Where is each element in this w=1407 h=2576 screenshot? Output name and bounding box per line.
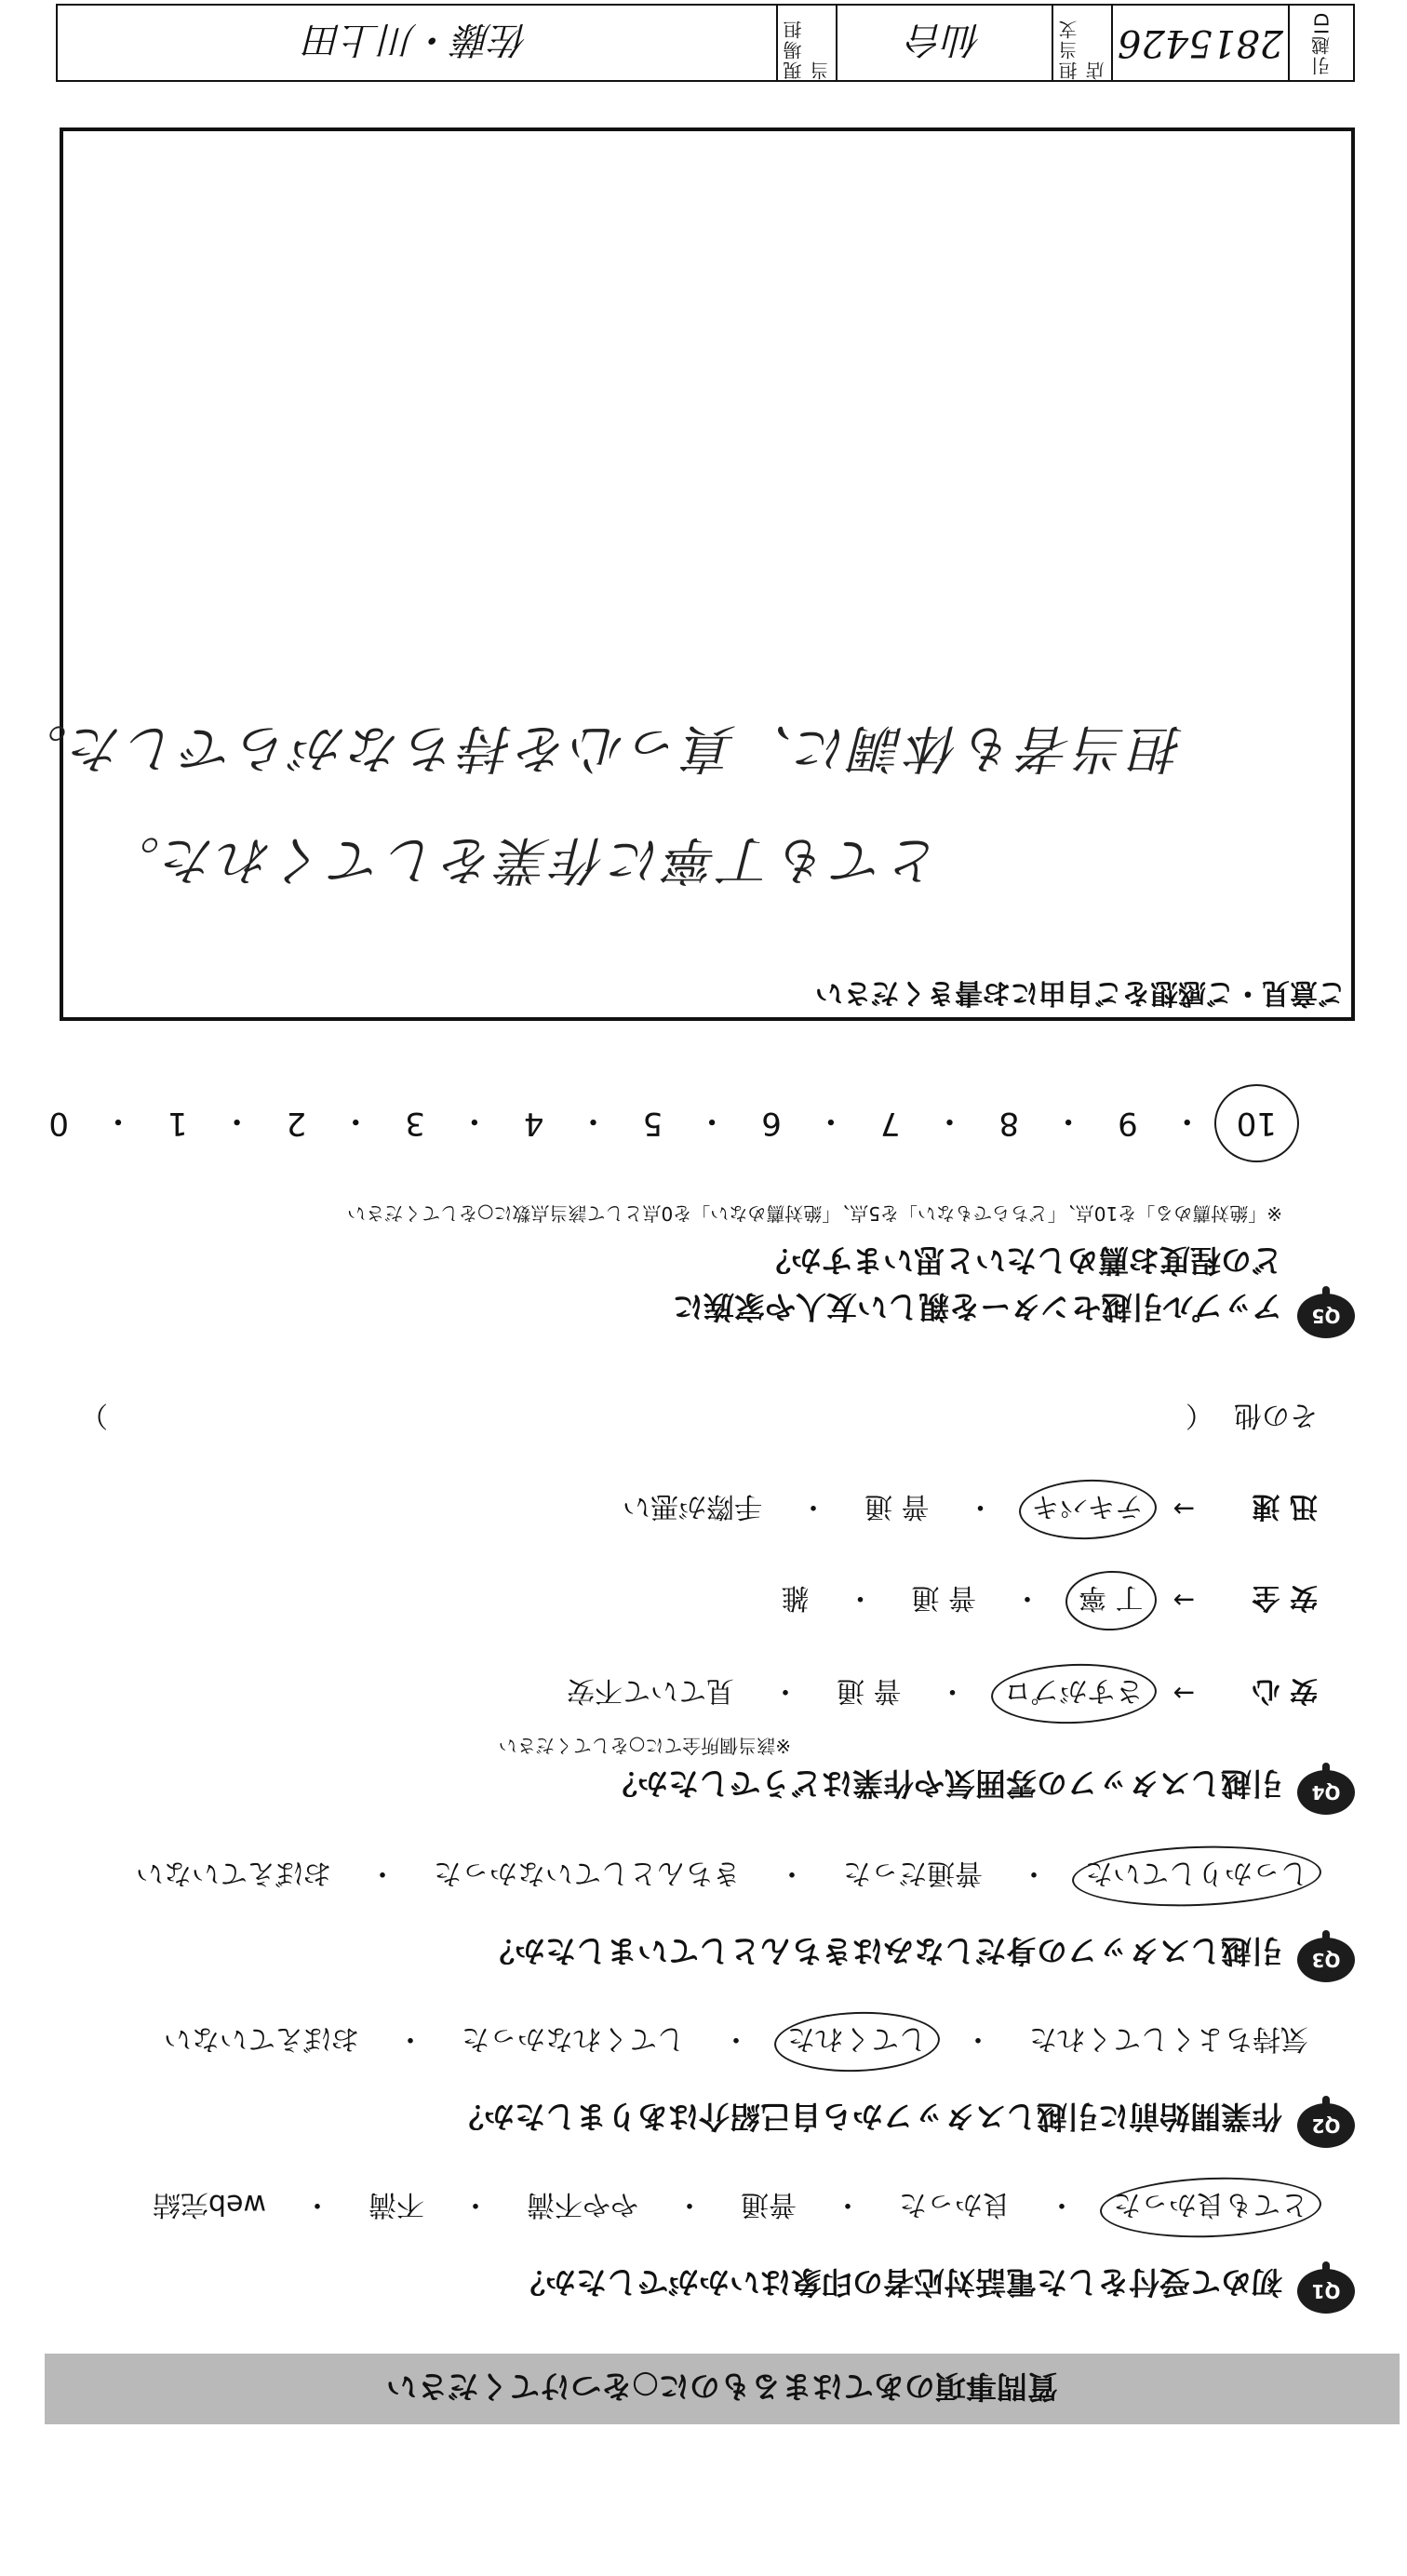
q1-option-very-good[interactable]: とても良かった xyxy=(1104,2183,1318,2232)
q2-question: 作業開始前に引越しスタッフから自己紹介はありましたか？ xyxy=(453,2099,1282,2135)
q1-option-normal[interactable]: 普通 xyxy=(741,2188,797,2220)
id-label: 引越ID xyxy=(1310,10,1333,75)
q4-question: 引越しスタッフの雰囲気や作業はどうでしたか？ xyxy=(607,1765,1282,1802)
instruction-banner xyxy=(45,2354,1400,2424)
arrow-icon: → xyxy=(1172,1494,1195,1525)
branch-value: 仙台 xyxy=(907,18,982,61)
leader-label-cell xyxy=(776,6,836,80)
q2-options: 気持ちよくしてくれた ・ してくれた ・ してくれなかった ・ おぼえていない xyxy=(154,2018,1318,2066)
q4-row-jinsoku-label: 迅 速 xyxy=(1252,1490,1318,1523)
q3-badge-icon xyxy=(1297,1938,1355,1982)
q2-option-pleasant[interactable]: 気持ちよくしてくれた xyxy=(1029,2022,1308,2055)
q4-anzen-option-rough[interactable]: 雑 xyxy=(781,1581,810,1614)
q2-badge-label: Q2 xyxy=(1311,2114,1341,2137)
q4-other-label: その他 xyxy=(1234,1399,1318,1431)
comment-heading: ご意見・ご感想をご自由にお書きください xyxy=(815,976,1346,1009)
q5-score-0[interactable]: 0 xyxy=(48,1105,69,1143)
q4-jinsoku-option-clumsy[interactable]: 手際が悪い xyxy=(622,1490,762,1523)
id-table xyxy=(56,4,1355,82)
leader-value-cell xyxy=(58,6,776,80)
q2-option-dont-remember[interactable]: おぼえていない xyxy=(164,2022,359,2055)
q4-badge-icon xyxy=(1297,1770,1355,1815)
q3-option-neat[interactable]: しっかりしていた xyxy=(1076,1852,1318,1900)
q4-badge-label: Q4 xyxy=(1311,1781,1341,1804)
q5-score-3[interactable]: 3 xyxy=(405,1105,425,1143)
q2-option-no[interactable]: してくれなかった xyxy=(462,2022,685,2055)
q5-note: ※「絶対薦める」を10点、「どちらでもない」を5点、「絶対薦めない」を0点として該当点数に○をしてください xyxy=(347,1202,1282,1225)
q4-row-anzen: 安 全 → 丁 寧 ・ 普 通 ・ 雑 xyxy=(771,1576,1318,1625)
q4-jinsoku-option-quick[interactable]: テキパキ xyxy=(1023,1485,1153,1534)
q4-anzen-option-normal[interactable]: 普 通 xyxy=(911,1581,976,1614)
q4-other-close-paren: ） xyxy=(80,1399,108,1431)
q5-score-2[interactable]: 2 xyxy=(286,1105,307,1143)
q1-option-web[interactable]: web完結 xyxy=(152,2188,266,2220)
q4-row-other xyxy=(80,1398,1318,1439)
q3-question: 引越しスタッフの身だしなみはきちんとしていましたか？ xyxy=(484,1933,1282,1969)
leader-value: 佐藤・川上田 xyxy=(305,18,529,61)
q5-score-1[interactable]: 1 xyxy=(167,1105,188,1143)
q1-option-good[interactable]: 良かった xyxy=(899,2188,1011,2220)
q1-badge-label: Q1 xyxy=(1311,2280,1341,2302)
q4-row-anzen-label: 安 全 xyxy=(1252,1581,1318,1614)
instruction-banner-text: 質問事項のあてはまるものに○をつけてください xyxy=(386,2368,1058,2406)
q3-option-dont-remember[interactable]: おぼえていない xyxy=(136,1857,331,1889)
q4-jinsoku-option-normal[interactable]: 普 通 xyxy=(864,1490,930,1523)
q5-question-line2: どの程度お薦めしたいと思いますか？ xyxy=(760,1242,1282,1279)
comment-handwriting-line2: 担当者も体調に、真っ心を持ちながらでした。 xyxy=(11,718,1184,778)
q5-score-4[interactable]: 4 xyxy=(523,1105,544,1143)
arrow-icon: → xyxy=(1172,1585,1195,1617)
branch-label-cell xyxy=(1052,6,1111,80)
q2-badge-icon xyxy=(1297,2103,1355,2148)
q1-question: 初めて受付をした電話対応者の印象はいかがでしたか？ xyxy=(515,2264,1282,2301)
q1-options: とても良かった ・ 良かった ・ 普通 ・ やや不満 ・ 不満 ・ web完結 xyxy=(143,2183,1318,2232)
q3-option-normal[interactable]: 普通だった xyxy=(843,1857,983,1889)
q4-other-open-paren: （ xyxy=(1186,1399,1213,1431)
q1-option-slightly-dissatisfied[interactable]: やや不満 xyxy=(527,2188,638,2220)
q3-options: しっかりしていた ・ 普通だった ・ きちんとしていなかった ・ おぼえていない xyxy=(127,1852,1318,1900)
q5-score-7[interactable]: 7 xyxy=(879,1105,901,1143)
q5-score-5[interactable]: 5 xyxy=(642,1105,663,1143)
q4-row-anshin: 安 心 → さすがプロ ・ 普 通 ・ 見ていて不安 xyxy=(557,1670,1318,1718)
q4-anshin-option-normal[interactable]: 普 通 xyxy=(836,1674,902,1707)
q3-option-not-neat[interactable]: きちんとしていなかった xyxy=(434,1857,741,1889)
q5-badge-label: Q5 xyxy=(1311,1305,1341,1327)
q5-score-8[interactable]: 8 xyxy=(998,1105,1020,1143)
q3-badge-label: Q3 xyxy=(1311,1949,1341,1971)
q1-option-dissatisfied[interactable]: 不満 xyxy=(368,2188,424,2220)
q4-anshin-option-pro[interactable]: さすがプロ xyxy=(995,1670,1153,1718)
q4-note: ※該当個所全てに○をしてください xyxy=(498,1735,791,1757)
q4-anshin-option-worried[interactable]: 見ていて不安 xyxy=(566,1674,734,1707)
comment-handwriting-line1: とても丁寧に作業をしてくれた。 xyxy=(104,829,942,890)
q2-option-yes[interactable]: してくれた xyxy=(778,2018,936,2066)
id-value: 2815426 xyxy=(1117,21,1284,64)
arrow-icon: → xyxy=(1172,1678,1195,1710)
branch-value-cell xyxy=(836,6,1052,80)
q5-score-9[interactable]: 9 xyxy=(1118,1105,1138,1143)
q4-row-jinsoku: 迅 速 → テキパキ ・ 普 通 ・ 手際が悪い xyxy=(613,1485,1318,1534)
id-label-cell xyxy=(1288,6,1353,80)
q4-row-anshin-label: 安 心 xyxy=(1252,1674,1318,1707)
q5-scale: 10 ・ 9 ・ 8 ・ 7 ・ 6 ・ 5 ・ 4 ・ 3 ・ 2 ・ 1 ・ 0 xyxy=(39,1101,1286,1147)
id-value-cell xyxy=(1111,6,1288,80)
q4-anzen-option-careful[interactable]: 丁 寧 xyxy=(1069,1576,1153,1625)
branch-label: 担当支店 xyxy=(1058,19,1107,80)
leader-label: 現場担当 xyxy=(783,19,832,80)
q1-badge-icon xyxy=(1297,2269,1355,2314)
q5-badge-icon xyxy=(1297,1294,1355,1338)
q5-score-10[interactable]: 10 xyxy=(1227,1106,1286,1143)
q5-question-line1: アップル引越センターを親しい友人や家族に xyxy=(672,1289,1282,1325)
q5-score-6[interactable]: 6 xyxy=(761,1105,782,1143)
